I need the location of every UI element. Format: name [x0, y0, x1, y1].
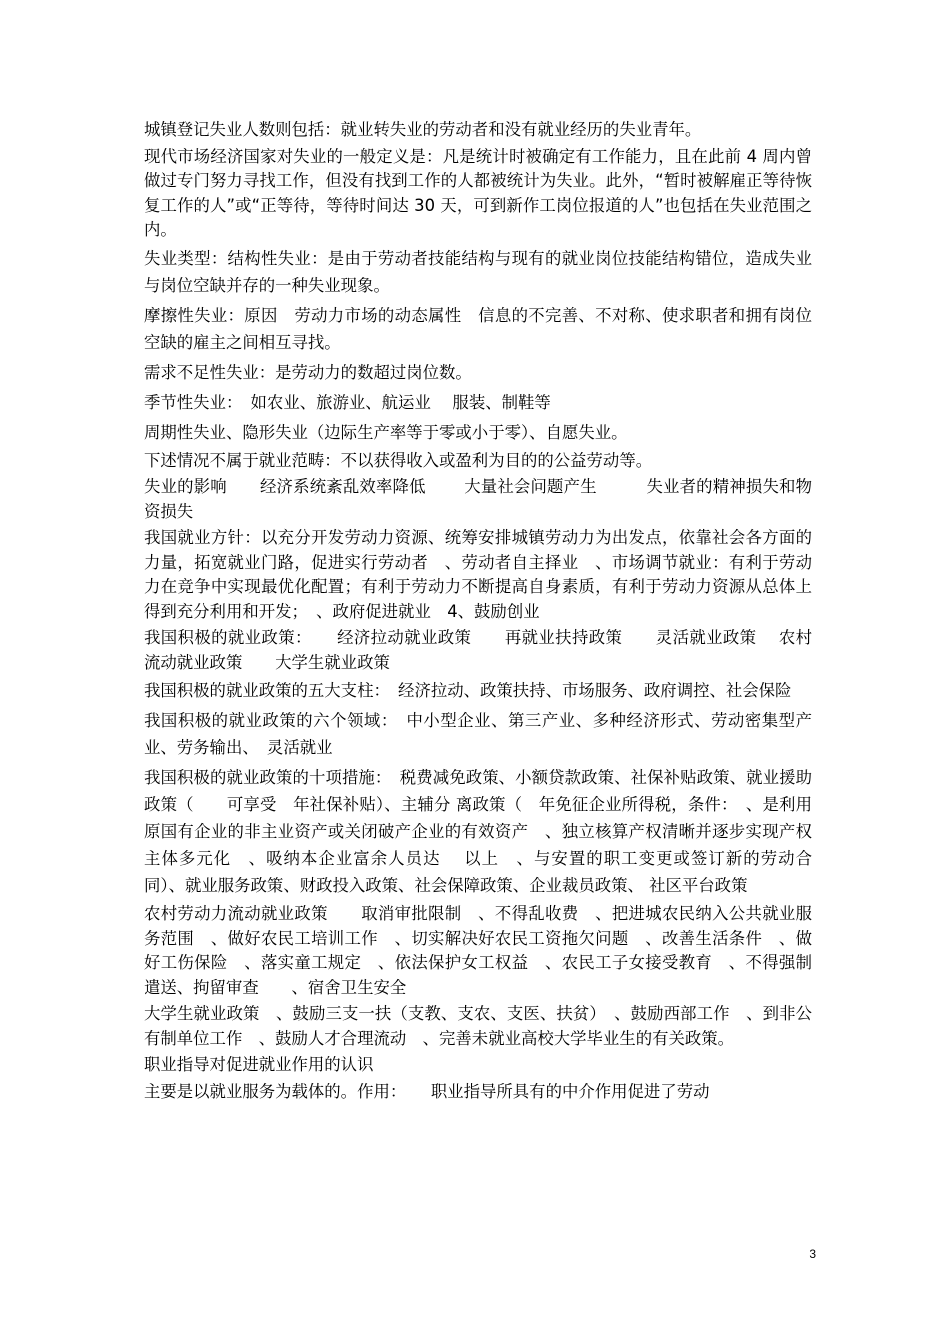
- document-body: [144, 118, 812, 1106]
- page-number: 3: [809, 1247, 816, 1261]
- paragraph-frictional-unemployment: 摩擦性失业：原因 劳动力市场的动态属性 信息的不完善、不对称、使求职者和拥有岗位空缺的雇主之间相互寻找。: [144, 305, 812, 352]
- paragraph-career-guidance-role: 主要是以就业服务为载体的。作用： 职业指导所具有的中介作用促进了劳动: [144, 1081, 710, 1101]
- paragraph-graduate-policy: 大学生就业政策 、鼓励三支一扶（支教、支农、支医、扶贫） 、鼓励西部工作 、到非公有制单位工作 、鼓励人才合理流动 、完善未就业高校大学毕业生的有关政策。: [144, 1004, 812, 1048]
- paragraph-not-employment: 下述情况不属于就业范畴：不以获得收入或盈利为目的的公益劳动等。: [144, 450, 653, 470]
- paragraph-structural-unemployment: 失业类型：结构性失业：是由于劳动者技能结构与现有的就业岗位技能结构错位，造成失业与岗位空缺并存的一种失业现象。: [144, 248, 812, 295]
- paragraph-unemployment-impact: 失业的影响 经济系统紊乱效率降低 大量社会问题产生 失业者的精神损失和物资损失: [144, 477, 812, 521]
- paragraph-active-employment-policies: 我国积极的就业政策： 经济拉动就业政策 再就业扶持政策 灵活就业政策 农村流动就业政策 大学生就业政策: [144, 628, 812, 672]
- paragraph-registered-unemployed: 城镇登记失业人数则包括：就业转失业的劳动者和没有就业经历的失业青年。: [144, 120, 702, 139]
- paragraph-rural-labor-policy: 农村劳动力流动就业政策 取消审批限制 、不得乱收费 、把进城农民纳入公共就业服务范围 、做好农民工培训工作 、切实解决好农民工资拖欠问题 、改善生活条件 、做好工伤保险 、落实童工规定 、依法保护女工权益 、农民工子女接受教育 、不得强制遣送、拘留审查 、宿舍卫生安全: [144, 904, 812, 997]
- paragraph-employment-guideline: 我国就业方针：以充分开发劳动力资源、统筹安排城镇劳动力为出发点，依靠社会各方面的力量，拓宽就业门路，促进实行劳动者 、劳动者自主择业 、市场调节就业：有利于劳动力在竞争中实现最优化配置；有利于劳动力不断提高自身素质，有利于劳动力资源从总体上得到充分利用和开发； 、政府促进就业 4、鼓励创业: [144, 528, 812, 621]
- paragraph-unemployment-definition: 现代市场经济国家对失业的一般定义是：凡是统计时被确定有工作能力，且在此前 4 周内曾做过专门努力寻找工作，但没有找到工作的人都被统计为失业。此外，“暂时被解雇正等待恢复工作的人”或“正等待，等待时间达 30 天，可到新作工岗位报道的人”也包括在失业范围之内。: [144, 146, 812, 239]
- paragraph-cyclical-unemployment: 周期性失业、隐形失业（边际生产率等于零或小于零）、自愿失业。: [144, 422, 628, 442]
- paragraph-demand-deficient-unemployment: 需求不足性失业：是劳动力的数超过岗位数。: [144, 362, 472, 382]
- paragraph-five-pillars: 我国积极的就业政策的五大支柱： 经济拉动、政策扶持、市场服务、政府调控、社会保险: [144, 681, 792, 700]
- paragraph-ten-measures: 我国积极的就业政策的十项措施： 税费减免政策、小额贷款政策、社保补贴政策、就业援助政策（ 可享受 年社保补贴）、主辅分 离政策（ 年免征企业所得税，条件： 、是利用原国有企业的非主业资产或关闭破产企业的有效资产 、独立核算产权清晰并逐步实现产权主体多元化 、吸纳本企业富余人员达 以上 、与安置的职工变更或签订新的劳动合同）、就业服务政策、财政投入政策、社会保障政策、企业裁员政策、 社区平台政策: [144, 768, 812, 895]
- paragraph-career-guidance-heading: 职业指导对促进就业作用的认识: [144, 1055, 374, 1074]
- paragraph-six-fields: 我国积极的就业政策的六个领域： 中小型企业、第三产业、多种经济形式、劳动密集型产业、劳务输出、 灵活就业: [144, 711, 812, 757]
- paragraph-seasonal-unemployment: 季节性失业： 如农业、旅游业、航运业 服装、制鞋等: [144, 392, 551, 412]
